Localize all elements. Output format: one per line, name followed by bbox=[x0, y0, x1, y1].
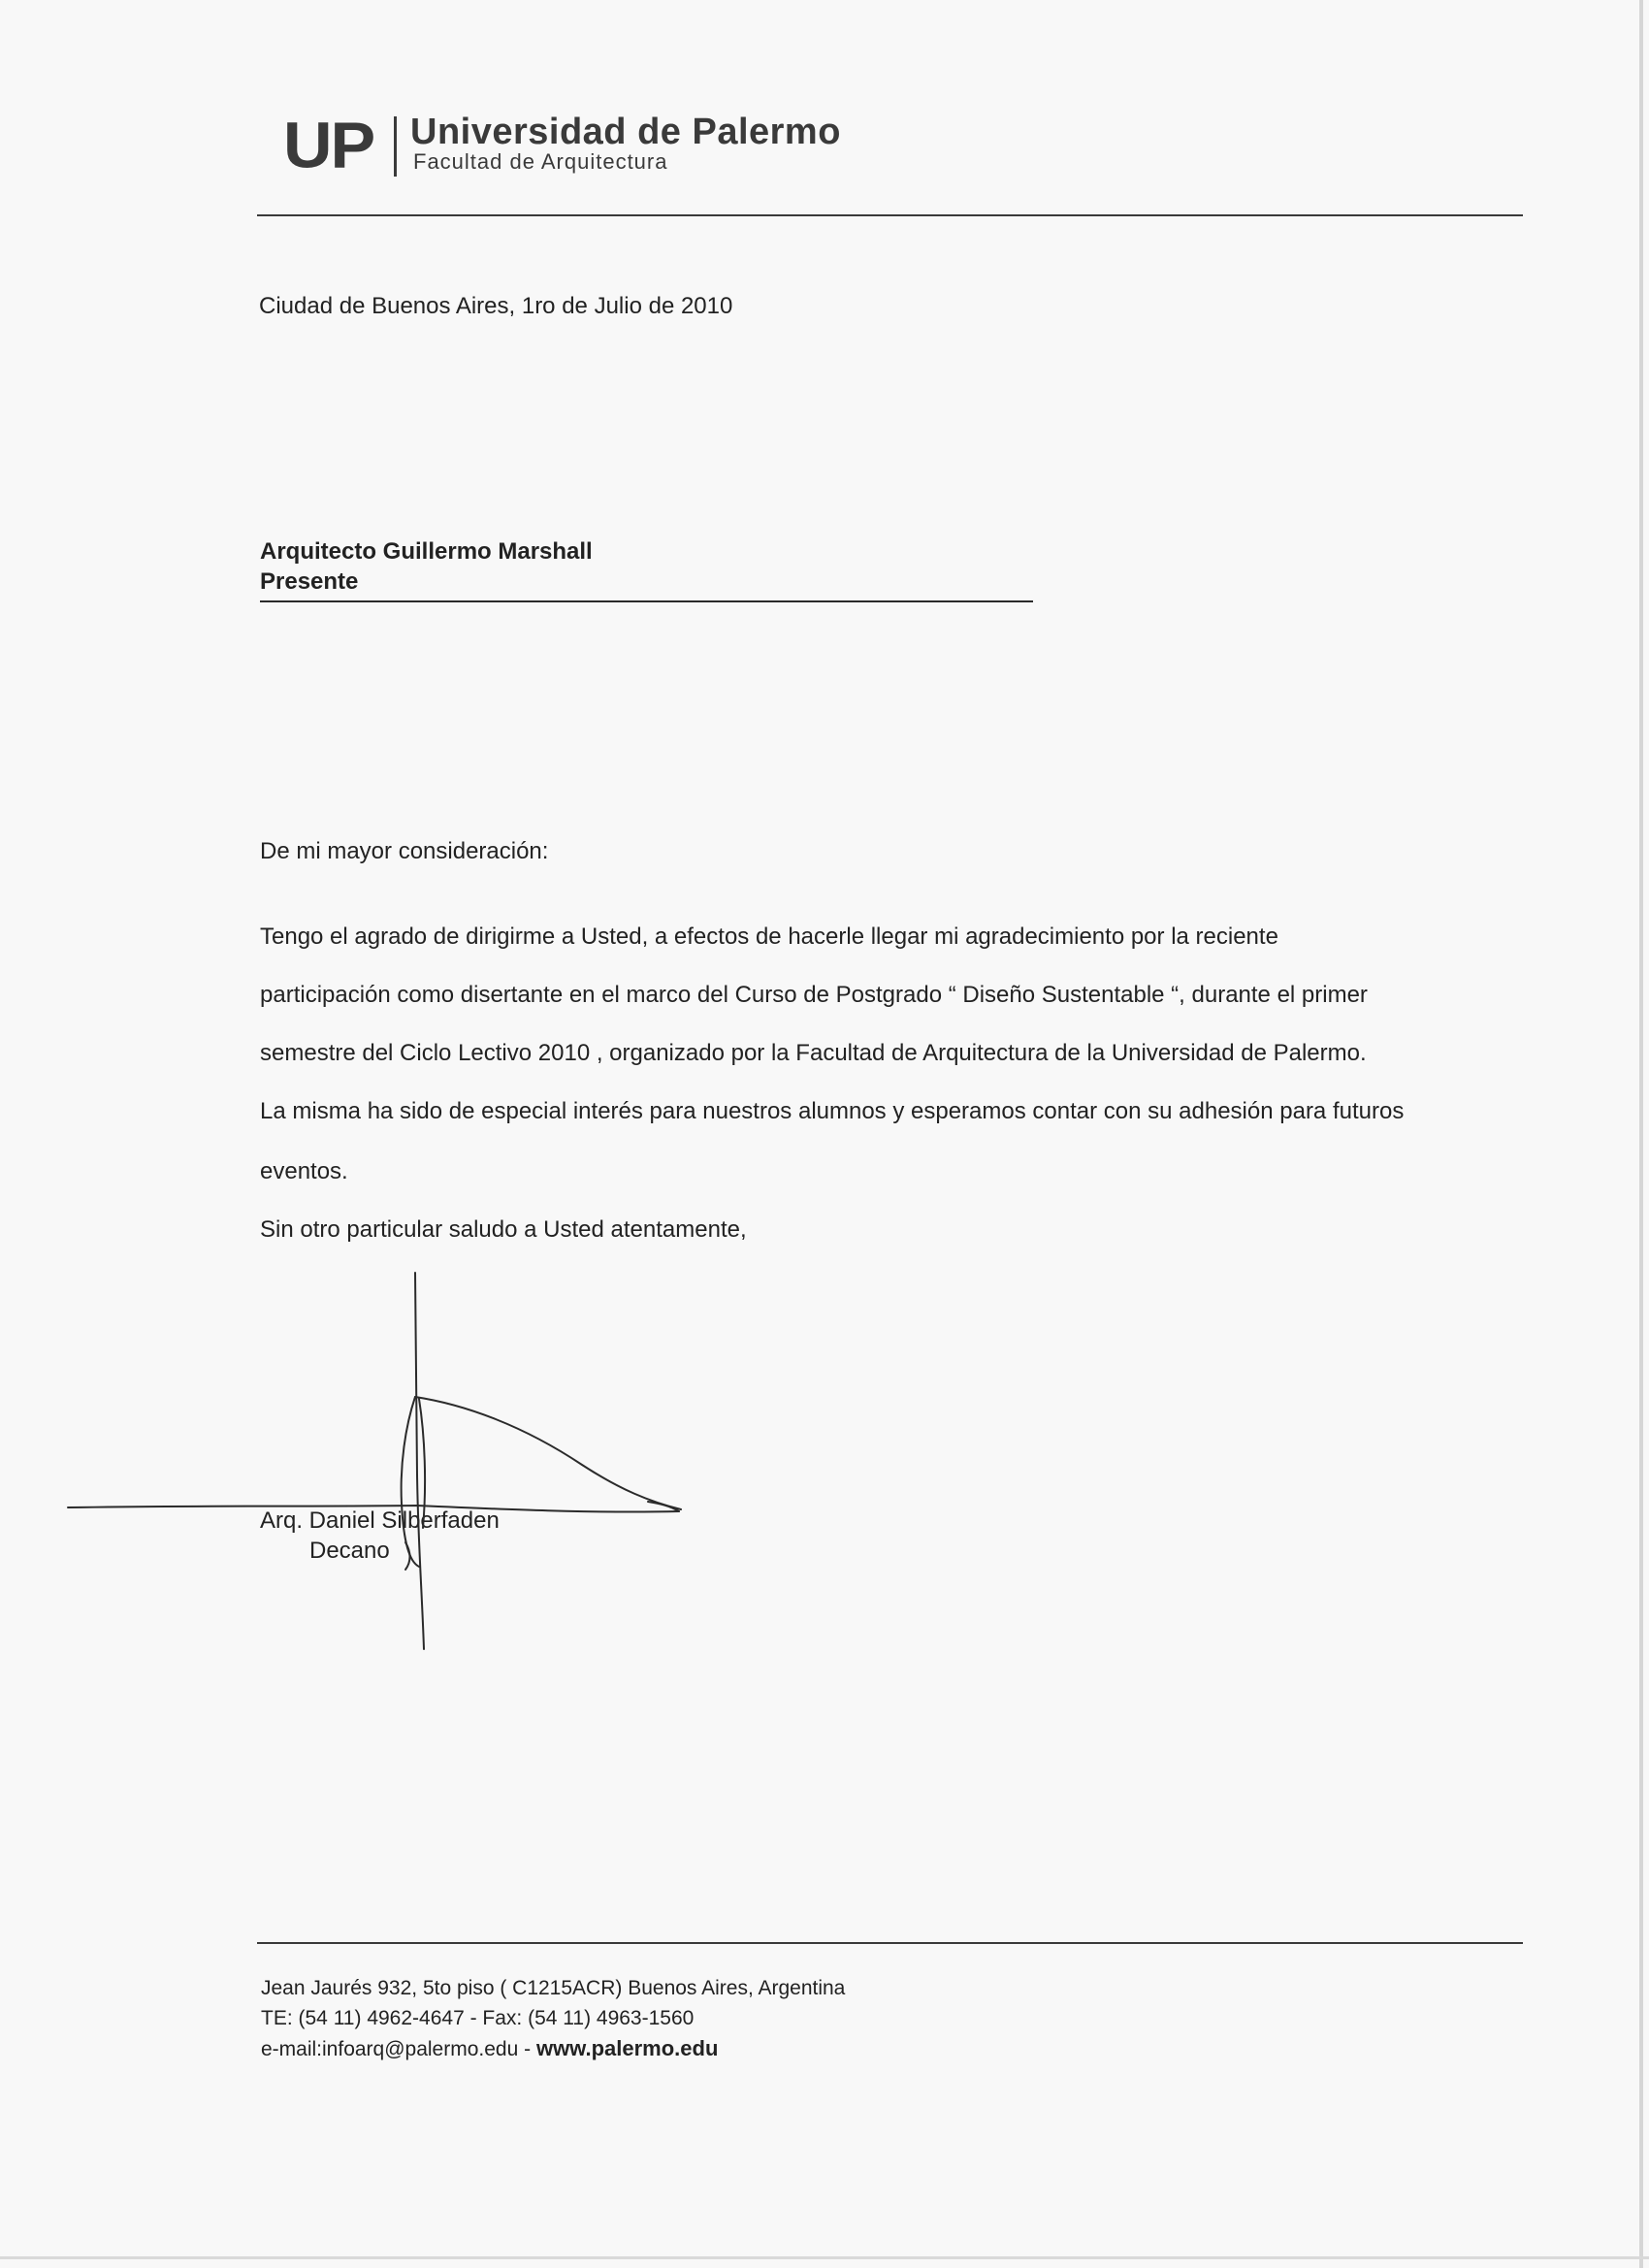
footer-address: Jean Jaurés 932, 5to piso ( C1215ACR) Buenos Aires, Argentina bbox=[261, 1977, 846, 1999]
footer-divider bbox=[257, 1942, 1523, 1944]
recipient-underline bbox=[260, 600, 1033, 602]
footer-email: e-mail:infoarq@palermo.edu - bbox=[261, 2038, 536, 2060]
recipient-presente: Presente bbox=[260, 568, 359, 595]
body-line: participación como disertante en el marco del Curso de Postgrado “ Diseño Sustentable “, durante el primer bbox=[260, 982, 1368, 1008]
scan-edge-right bbox=[1639, 0, 1643, 2268]
signature-stroke bbox=[405, 1542, 410, 1570]
footer-website: www.palermo.edu bbox=[535, 2036, 719, 2060]
recipient-name: Arquitecto Guillermo Marshall bbox=[260, 538, 593, 565]
faculty-name: Facultad de Arquitectura bbox=[413, 149, 668, 174]
footer-phone: TE: (54 11) 4962-4647 - Fax: (54 11) 4963-1560 bbox=[261, 2007, 695, 2029]
footer-contact bbox=[261, 2035, 718, 2063]
body-line: semestre del Ciclo Lectivo 2010 , organizado por la Facultad de Arquitectura de la Universidad de Palermo. bbox=[260, 1040, 1367, 1066]
salutation: De mi mayor consideración: bbox=[260, 838, 549, 864]
signatory-title: Decano bbox=[309, 1538, 390, 1564]
logo-mark: UP bbox=[283, 109, 374, 181]
letter-date: Ciudad de Buenos Aires, 1ro de Julio de 2010 bbox=[259, 293, 733, 319]
body-line: Tengo el agrado de dirigirme a Usted, a efectos de hacerle llegar mi agradecimiento por la reciente bbox=[260, 923, 1278, 950]
signature-stroke bbox=[402, 1397, 419, 1567]
body-line: eventos. bbox=[260, 1158, 348, 1184]
signature-stroke bbox=[415, 1273, 424, 1649]
university-name: Universidad de Palermo bbox=[410, 112, 841, 152]
signature-stroke bbox=[648, 1502, 679, 1511]
signatory-name: Arq. Daniel Silberfaden bbox=[260, 1507, 500, 1534]
logo-divider bbox=[394, 116, 397, 177]
body-line: La misma ha sido de especial interés para nuestros alumnos y esperamos contar con su adhesión para futuros bbox=[260, 1098, 1405, 1124]
signature-stroke bbox=[415, 1397, 681, 1509]
header-divider bbox=[257, 214, 1523, 216]
closing-line: Sin otro particular saludo a Usted atentamente, bbox=[260, 1216, 747, 1243]
scan-edge-bottom bbox=[0, 2256, 1649, 2259]
